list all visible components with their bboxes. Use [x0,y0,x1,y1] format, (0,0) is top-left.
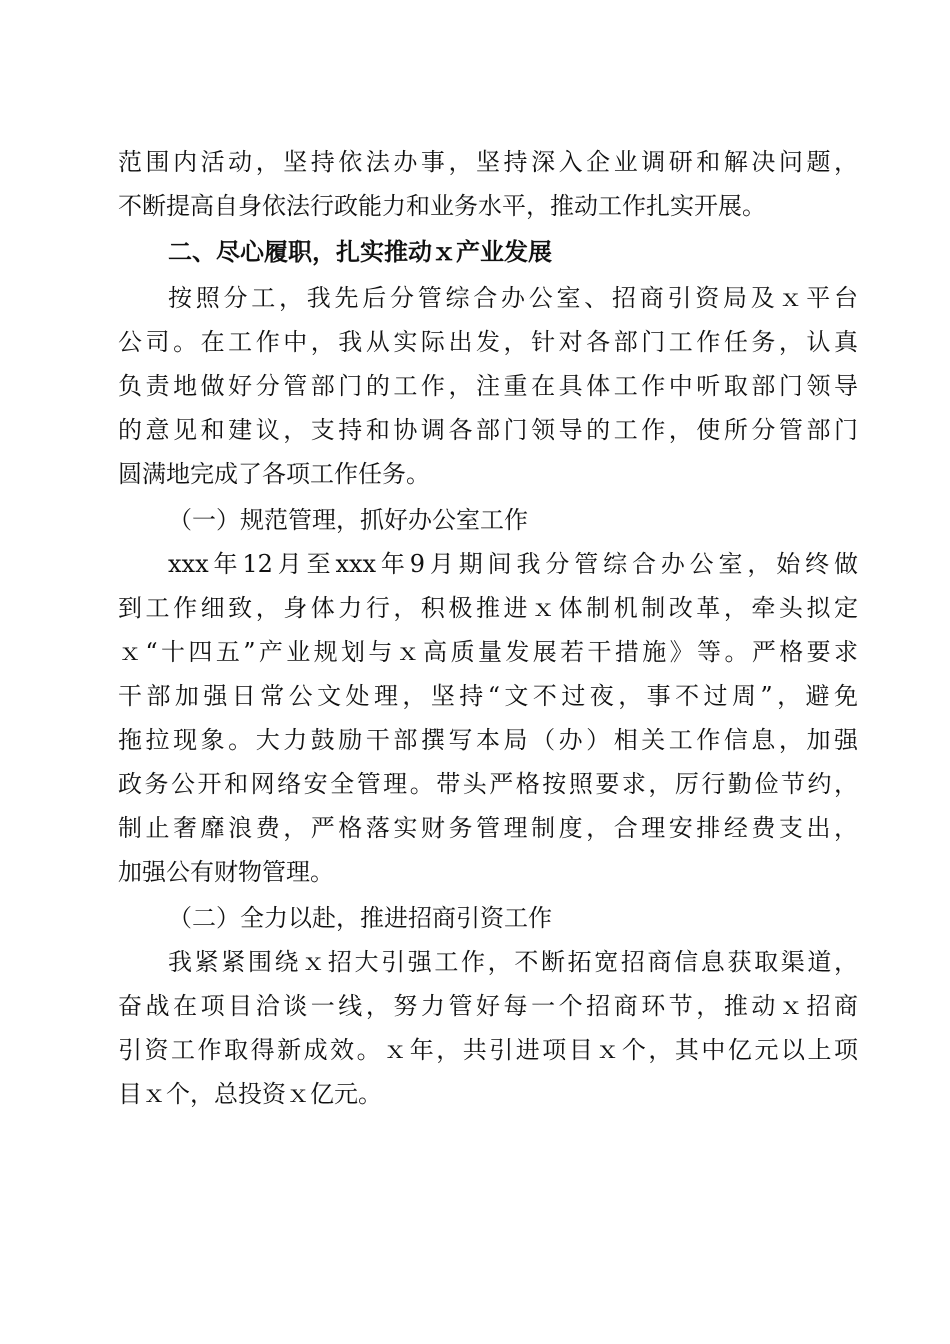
paragraph-line: 拖拉现象。大力鼓励干部撰写本局（办）相关工作信息，加强 [118,726,858,754]
paragraph-line: 圆满地完成了各项工作任务。 [118,460,430,488]
paragraph-line: xxx年12月至xxx年9月期间我分管综合办公室，始终做 [168,550,858,578]
paragraph-line: 制止奢靡浪费，严格落实财务管理制度，合理安排经费支出， [118,814,858,842]
paragraph-line: 引资工作取得新成效。ｘ年，共引进项目ｘ个，其中亿元以上项 [118,1036,858,1064]
paragraph-line: 政务公开和网络安全管理。带头严格按照要求，厉行勤俭节约， [118,770,858,798]
paragraph-line: 奋战在项目洽谈一线，努力管好每一个招商环节，推动ｘ招商 [118,992,858,1020]
paragraph-line: 到工作细致，身体力行，积极推进ｘ体制机制改革，牵头拟定 [118,594,858,622]
paragraph-line: 加强公有财物管理。 [118,858,334,886]
paragraph-line: 的意见和建议，支持和协调各部门领导的工作，使所分管部门 [118,416,858,444]
paragraph-line: 不断提高自身依法行政能力和业务水平，推动工作扎实开展。 [118,192,766,220]
paragraph-line: 按照分工，我先后分管综合办公室、招商引资局及ｘ平台 [168,284,858,312]
paragraph-line: 负责地做好分管部门的工作，注重在具体工作中听取部门领导 [118,372,858,400]
subsection-heading: （二）全力以赴，推进招商引资工作 [168,904,552,932]
subsection-heading: （一）规范管理，抓好办公室工作 [168,506,528,534]
paragraph-line: 范围内活动，坚持依法办事，坚持深入企业调研和解决问题， [118,148,858,176]
section-heading: 二、尽心履职，扎实推动ｘ产业发展 [168,238,552,266]
paragraph-line: 我紧紧围绕ｘ招大引强工作，不断拓宽招商信息获取渠道， [168,948,858,976]
paragraph-line: 目ｘ个，总投资ｘ亿元。 [118,1080,382,1108]
paragraph-line: ｘ“十四五”产业规划与ｘ高质量发展若干措施》等。严格要求 [118,638,858,666]
paragraph-line: 公司。在工作中，我从实际出发，针对各部门工作任务，认真 [118,328,858,356]
paragraph-line: 干部加强日常公文处理，坚持“文不过夜，事不过周”，避免 [118,682,858,710]
